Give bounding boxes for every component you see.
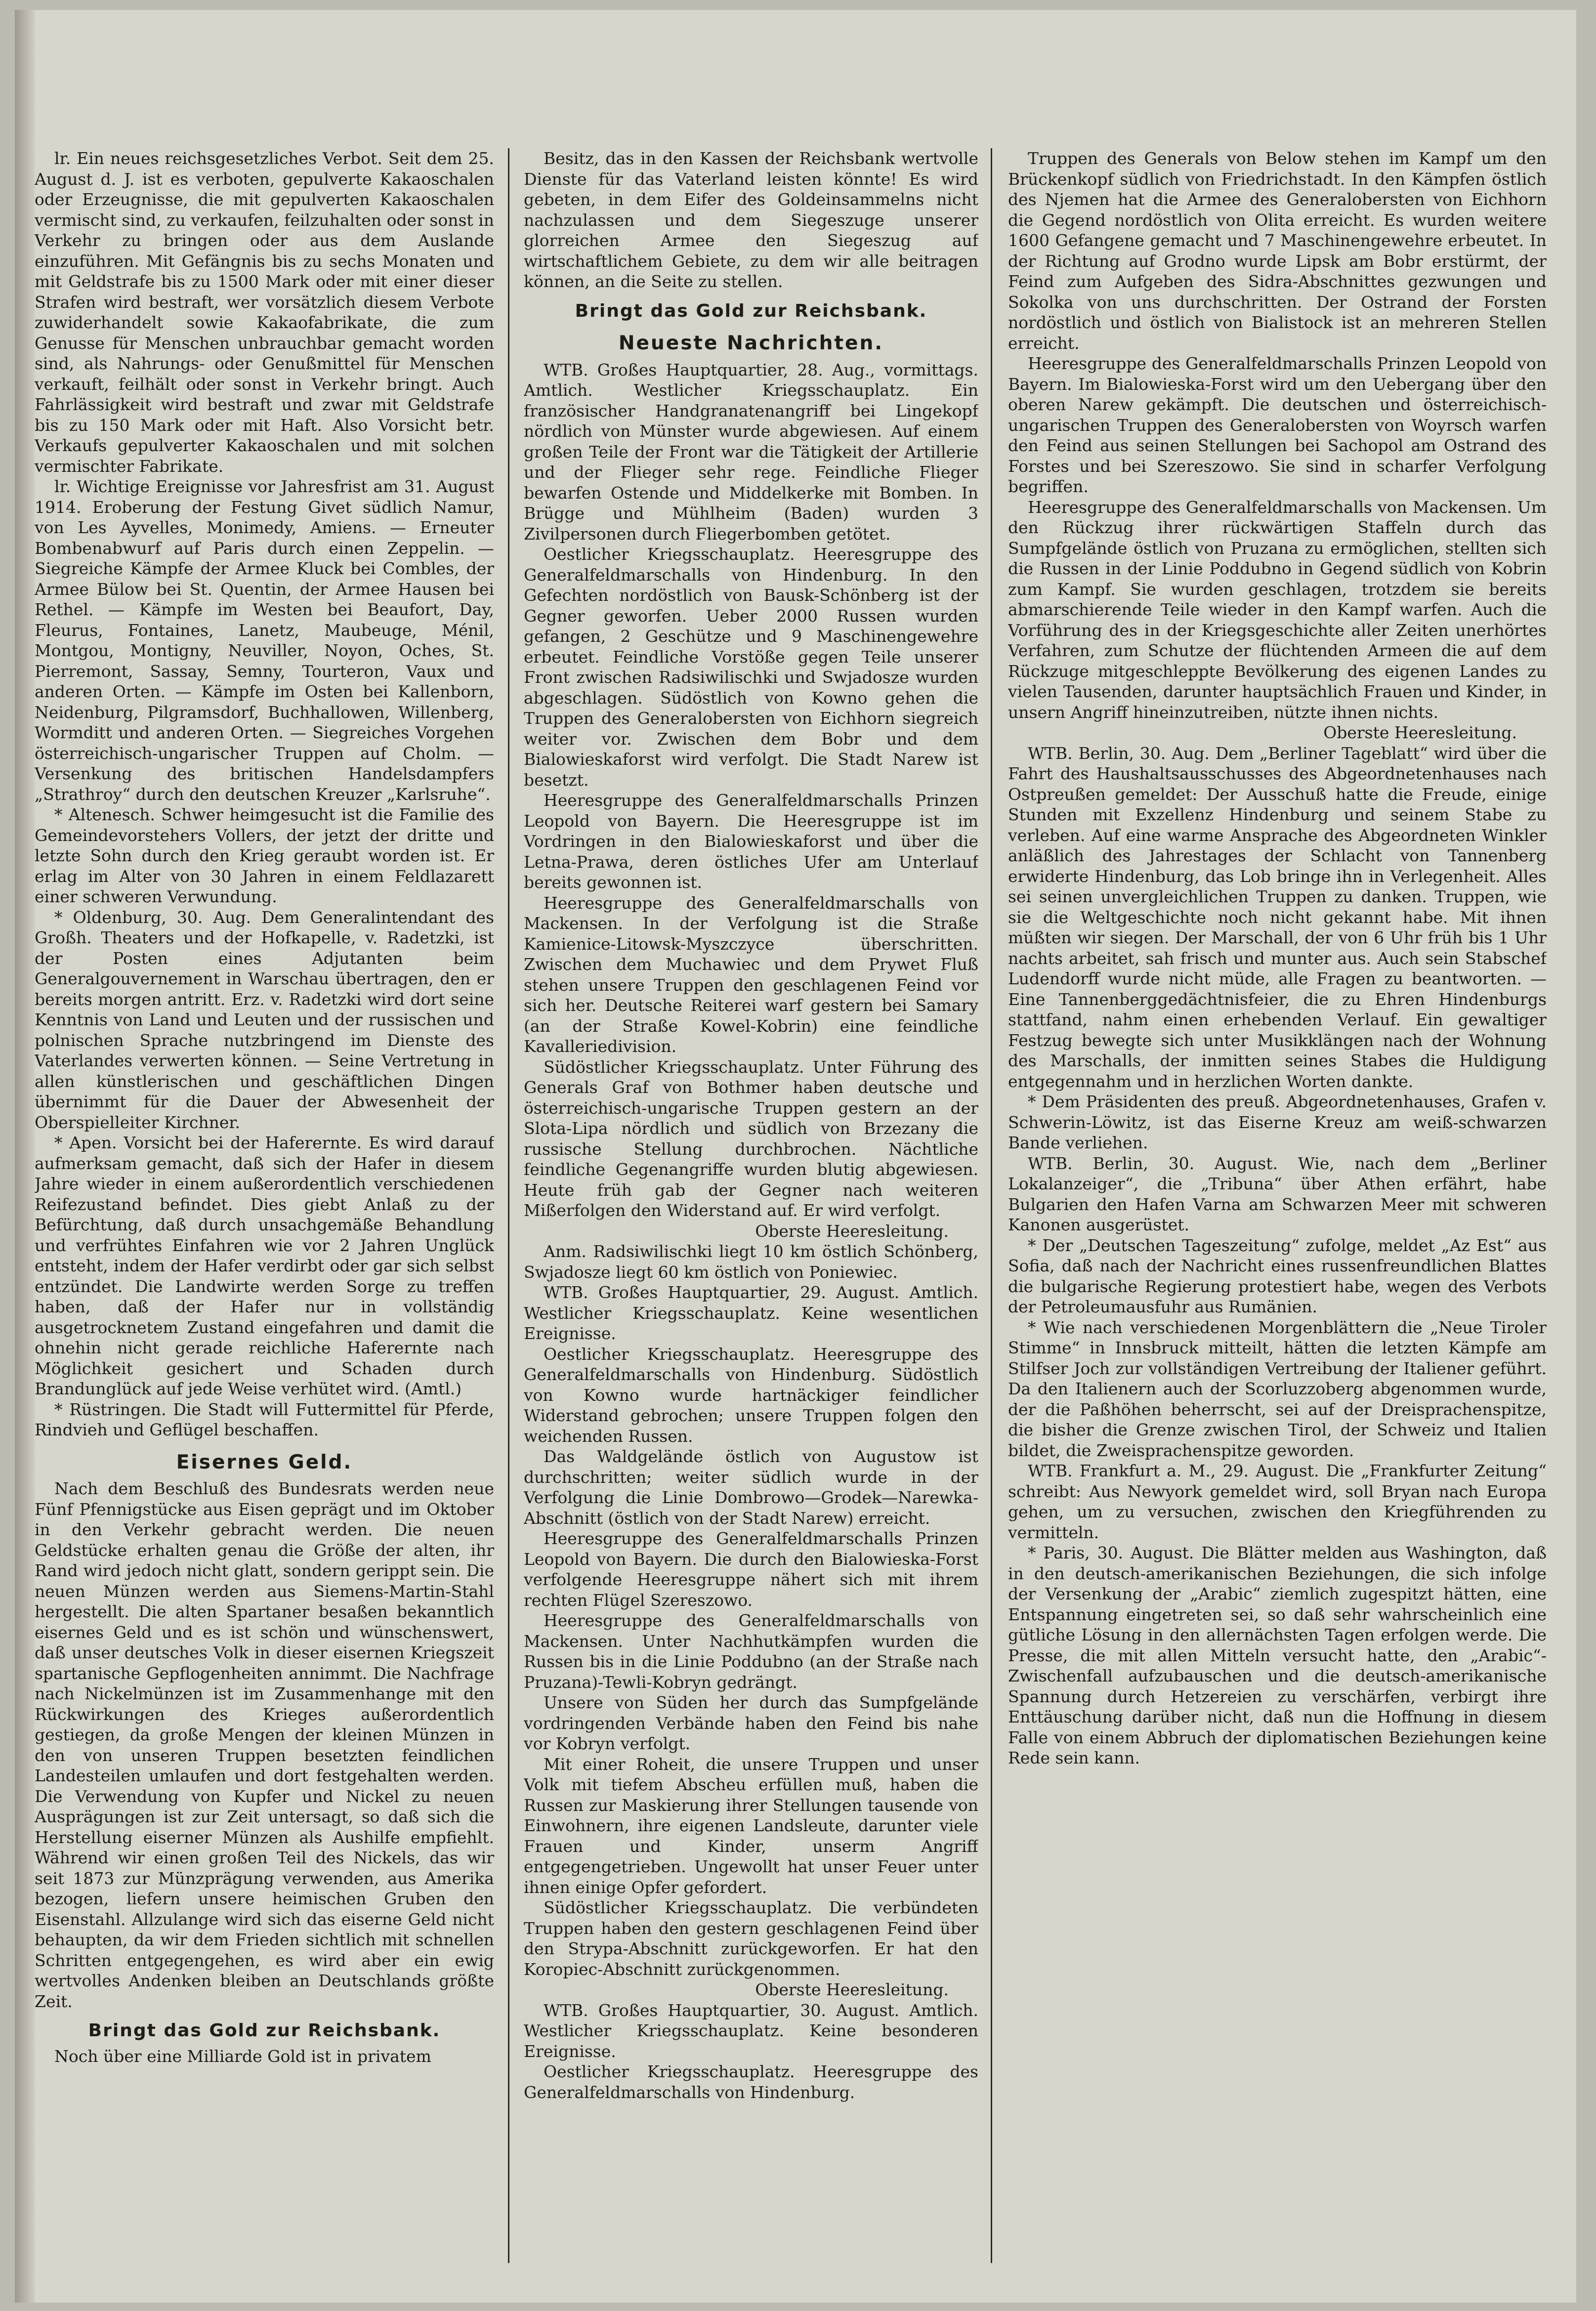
column-right — [1008, 148, 1547, 2283]
column-left — [35, 148, 494, 2283]
report-28-aug-west: WTB. Großes Hauptquartier, 28. Aug., vormittags. Amtlich. Westlicher Kriegsschauplatz. Ein französischer Handgranatenangriff bei Lingekopf nördlich von Münster wurde abgewiesen. Auf einem großen Teile der Front war die Tätigkeit der Artillerie und der Flieger sehr rege. Feindliche Flieger bewarfen Ostende und Middelkerke mit Bomben. In Brügge und Mühlheim (Baden) wurden 3 Zivilpersonen durch Fliegerbomben getötet. — [524, 360, 978, 544]
note-radsiwilischki: Anm. Radsiwilischki liegt 10 km östlich Schönberg, Swjadosze liegt 60 km östlich von Poniewiec. — [524, 1242, 978, 1282]
report-30-aug-west: WTB. Großes Hauptquartier, 30. August. Amtlich. Westlicher Kriegsschauplatz. Keine besonderen Ereignisse. — [524, 2000, 978, 2061]
heading-gold-reichsbank: Bringt das Gold zur Reichsbank. — [88, 2020, 441, 2041]
article-apen: * Apen. Vorsicht bei der Haferernte. Es wird darauf aufmerksam gemacht, daß sich der Hafer in diesem Jahre wieder in einem außerordentlich verschiedenen Reifezustand befindet. Dies giebt Anlaß zu der Befürchtung, daß durch unsachgemäße Behandlung und verfrühtes Einfahren wie vor 2 Jahren Unglück entsteht, indem der Hafer verdirbt oder gar sich selbst entzündet. Die Landwirte werden Sorge zu treffen haben, daß der Hafer nur in vollständig ausgetrocknetem Zustand eingefahren und damit die ohnehin nicht gerade reichliche Haferernte nach Möglichkeit gesichert und Schaden durch Brandunglück auf jede Weise verhütet wird. (Amtl.) — [35, 1133, 494, 1398]
report-28-aug-ost: Oestlicher Kriegsschauplatz. Heeresgruppe des Generalfeldmarschalls von Hindenburg. In den Gefechten nordöstlich von Bausk-Schönberg ist der Gegner geworfen. Ueber 2000 Russen wurden gefangen, 2 Geschütze und 9 Maschinengewehre erbeutet. Feindliche Vorstöße gegen Teile unserer Front zwischen Radsiwilischki und Swjadosze wurden abgeschlagen. Südöstlich von Kowno gehen die Truppen des Generalobersten von Eichhorn siegreich weiter vor. Zwischen dem Bobr und dem Bialowieskaforst wird verfolgt. Die Stadt Narew ist besetzt. — [524, 545, 978, 790]
signature-heeresleitung: Oberste Heeresleitung. — [1323, 723, 1517, 742]
article-berlin-hindenburg: WTB. Berlin, 30. Aug. Dem „Berliner Tageblatt“ wird über die Fahrt des Haushaltsausschusses des Abgeordnetenhauses nach Ostpreußen gemeldet: Der Ausschuß hatte die Freude, einige Stunden mit Exzellenz Hindenburg und seinem Stabe zu verleben. Auf eine warme Ansprache des Abgeordneten Winkler anläßlich des Jahrestages der Schlacht von Tannenberg erwiderte Hindenburg, das Lob bringe ihn in Verlegenheit. Alles sei seinen unvergleichlichen Truppen zu danken. Truppen, wie sie die Weltgeschichte noch nicht gekannt habe. Mit ihnen müßten wir siegen. Der Marschall, der von 6 Uhr früh bis 1 Uhr nachts arbeitet, sah frisch und munter aus. Auch sein Stabschef Ludendorff wurde nicht müde, alle Fragen zu beantworten. — Eine Tannenberggedächtnisfeier, die zu Ehren Hindenburgs stattfand, nahm einen erhebenden Verlauf. Ein gewaltiger Festzug bewegte sich unter Musikklängen nach der Wohnung des Marschalls, der inmitten seines Stabes die Huldigung entgegennahm und in herzlichen Worten dankte. — [1008, 743, 1547, 1091]
report-28-aug-mackensen: Heeresgruppe des Generalfeldmarschalls von Mackensen. In der Verfolgung ist die Straße Kamienice-Litowsk-Myszczyce überschritten. Zwischen dem Muchawiec und dem Prywet Fluß stehen unsere Truppen den geschlagenen Feind vor sich her. Deutsche Reiterei warf gestern bei Samary (an der Straße Kowel-Kobrin) eine feindliche Kavalleriedivision. — [524, 893, 978, 1056]
article-eisernes-geld: Nach dem Beschluß des Bundesrats werden neue Fünf Pfennigstücke aus Eisen geprägt und im Oktober in den Verkehr gebracht werden. Die neuen Geldstücke erhalten genau die Größe der alten, ihr Rand wird jedoch nicht glatt, sondern gerippt sein. Die neuen Münzen werden aus Siemens-Martin-Stahl hergestellt. Die alten Spartaner besaßen bekanntlich eisernes Geld und es ist schön und wünschenswert, daß unser deutsches Volk in dieser eisernen Kriegszeit spartanische Gepflogenheiten annimmt. Die Nachfrage nach Nickelmünzen ist im Zusammenhange mit den Rückwirkungen des Krieges außerordentlich gestiegen, da große Mengen der kleinen Münzen in den von unseren Truppen besetzten feindlichen Landesteilen umlaufen und dort festgehalten werden. Die Verwendung von Kupfer und Nickel zu neuen Ausprägungen ist zur Zeit untersagt, so daß sich die Herstellung eiserner Münzen als Aushilfe empfiehlt. Während wir einen großen Teil des Nickels, das wir seit 1873 zur Münzprägung verwenden, aus Amerika bezogen, liefern unsere heimischen Gruben den Eisenstahl. Allzulange wird sich das eiserne Geld nicht behaupten, da wir dem Frieden sichtlich mit schnellen Schritten entgegengehen, es wird aber ein ewig wertvolles Andenken bleiben an Deutschlands größte Zeit. — [35, 1479, 494, 2011]
heading-gold-reichsbank: Bringt das Gold zur Reichsbank. — [575, 300, 927, 321]
article-ruestringen: * Rüstringen. Die Stadt will Futtermittel für Pferde, Rindvieh und Geflügel beschaffen. — [35, 1399, 494, 1439]
binding-shadow — [15, 10, 35, 2303]
report-29-aug-kobryn: Unsere von Süden her durch das Sumpfgelände vordringenden Verbände haben den Feind bis nahe vor Kobryn verfolgt. — [524, 1693, 978, 1753]
report-29-aug-augustow: Das Waldgelände östlich von Augustow ist durchschritten; weiter südlich wurde in der Verfolgung die Linie Dombrowo—Grodek—Narewka-Abschnitt (östlich von der Stadt Narew) erreicht. — [524, 1447, 978, 1528]
report-30-aug-below: Truppen des Generals von Below stehen im Kampf um den Brückenkopf südlich von Friedrichstadt. In den Kämpfen östlich des Njemen hat die Armee des Generalobersten von Eichhorn die Gegend nordöstlich von Olita erreicht. Es wurden weitere 1600 Gefangene gemacht und 7 Maschinengewehre erbeutet. In der Richtung auf Grodno wurde Lipsk am Bobr erstürmt, der Feind zum Aufgeben des Sidra-Abschnittes gezwungen und Sokolka von uns durchschritten. Der Ostrand der Forsten nordöstlich und östlich von Bialistock ist an mehreren Stellen erreicht. — [1008, 149, 1547, 353]
report-29-aug-mackensen: Heeresgruppe des Generalfeldmarschalls von Mackensen. Unter Nachhutkämpfen wurden die Russen bis in die Linie Poddubno (an der Straße nach Pruzana)-Tewli-Kobryn gedrängt. — [524, 1611, 978, 1692]
report-30-aug-ost: Oestlicher Kriegsschauplatz. Heeresgruppe des Generalfeldmarschalls von Hindenburg. — [524, 2062, 978, 2102]
report-30-aug-mackensen: Heeresgruppe des Generalfeldmarschalls von Mackensen. Um den Rückzug ihrer rückwärtigen Staffeln durch das Sumpfgelände östlich von Pruzana zu ermöglichen, stellten sich die Russen in der Linie Poddubno in Gegend südlich von Kobrin zum Kampf. Sie wurden geschlagen, trotzdem sie bereits abmarschierende Teile wieder in den Kampf warfen. Auch die Vorführung des in der Kriegsgeschichte aller Zeiten unerhörtes Verfahren, zum Schutze der flüchtenden Armeen die auf dem Rückzuge mitgeschleppte Bevölkerung des eigenen Landes zu vielen Tausenden, darunter hauptsächlich Frauen und Kinder, in unsern Angriff hineinzutreiben, nützte ihnen nichts. — [1008, 497, 1547, 722]
report-28-aug-suedost: Südöstlicher Kriegsschauplatz. Unter Führung des Generals Graf von Bothmer haben deutsche und österreichisch-ungarische Truppen gestern an der Slota-Lipa nördlich und südlich von Brzezany die russische Stellung durchbrochen. Nächtliche feindliche Gegenangriffe wurden blutig abgewiesen. Heute früh gab der Gegner nach weiteren Mißerfolgen den Widerstand auf. Er wird verfolgt. — [524, 1057, 978, 1220]
report-29-aug-leopold: Heeresgruppe des Generalfeldmarschalls Prinzen Leopold von Bayern. Die durch den Bialowieska-Forst verfolgende Heeresgruppe nähert sich mit ihrem rechten Flügel Szereszowo. — [524, 1529, 978, 1610]
article-eisernes-kreuz: * Dem Präsidenten des preuß. Abgeordnetenhauses, Grafen v. Schwerin-Löwitz, ist das Eiserne Kreuz am weiß-schwarzen Bande verliehen. — [1008, 1092, 1547, 1152]
report-29-aug-roheit: Mit einer Roheit, die unsere Truppen und unser Volk mit tiefem Abscheu erfüllen muß, haben die Russen zur Maskierung ihrer Stellungen tausende von Einwohnern, ihre eigenen Landsleute, darunter viele Frauen und Kinder, unserm Angriff entgegengetrieben. Ungewollt hat unser Feuer unter ihnen einige Opfer gefordert. — [524, 1754, 978, 1897]
signature-heeresleitung: Oberste Heeresleitung. — [755, 1221, 949, 1241]
article-gold-start: Noch über eine Milliarde Gold ist in privatem — [54, 2046, 431, 2066]
report-29-aug-suedost: Südöstlicher Kriegsschauplatz. Die verbündeten Truppen haben den gestern geschlagenen Feind über den Strypa-Abschnitt zurückgeworfen. Er hat den Koropiec-Abschnitt zurückgenommen. — [524, 1898, 978, 1979]
article-paris-arabic: * Paris, 30. August. Die Blätter melden aus Washington, daß in den deutsch-amerikanischen Beziehungen, die sich infolge der Versenkung der „Arabic“ ziemlich zugespitzt hätten, eine Entspannung eingetreten sei, so daß sehr wahrscheinlich eine gütliche Lösung in den allernächsten Tagen erfolgen werde. Die Presse, die mit allen Mitteln versucht hatte, den „Arabic“-Zwischenfall aufzubauschen und die deutsch-amerikanische Spannung durch Hetzereien zu verschärfen, verbirgt ihre Enttäuschung darüber nicht, daß nun die Hoffnung in diesem Falle von einem Abbruch der diplomatischen Beziehungen keine Rede sein kann. — [1008, 1543, 1547, 1767]
report-28-aug-leopold: Heeresgruppe des Generalfeldmarschalls Prinzen Leopold von Bayern. Die Heeresgruppe ist im Vordringen in den Bialowieskaforst und über die Letna-Prawa, deren östliches Ufer am Unterlauf bereits gewonnen ist. — [524, 791, 978, 892]
signature-heeresleitung: Oberste Heeresleitung. — [755, 1980, 949, 1999]
column-rule — [508, 148, 509, 2263]
article-tiroler-stimme: * Wie nach verschiedenen Morgenblättern die „Neue Tiroler Stimme“ in Innsbruck mitteilt, hätten die letzten Kämpfe am Stilfser Joch zur vollständigen Vertreibung der Italiener geführt. Da den Italienern auch der Scorluzzoberg abgenommen wurde, der die Paßhöhen beherrscht, sei auf der Dreisprachenspitze, die bisher die Grenze zwischen Tirol, der Schweiz und Italien bildet, die Zweisprachenspitze geworden. — [1008, 1317, 1547, 1460]
article-kakao-verbot: lr. Ein neues reichsgesetzliches Verbot. Seit dem 25. August d. J. ist es verboten, gepulverte Kakaoschalen oder Erzeugnisse, die mit gepulverten Kakaoschalen vermischt sind, zu verkaufen, feilzuhalten oder sonst in Verkehr zu bringen oder aus dem Auslande einzuführen. Mit Gefängnis bis zu sechs Monaten und mit Geldstrafe bis zu 1500 Mark oder mit einer dieser Strafen wird bestraft, wer vorsätzlich diesem Verbote zuwiderhandelt sowie Kakaofabrikate, die zum Genusse für Menschen unbrauchbar gemacht worden sind, als Nahrungs- oder Genußmittel für Menschen verkauft, feilhält oder sonst in Verkehr bringt. Auch Fahrlässigkeit wird bestraft und zwar mit Geldstrafe bis zu 150 Mark oder mit Haft. Also Vorsicht betr. Verkaufs gepulverter Kakaoschalen und mit solchen vermischter Fabrikate. — [35, 149, 494, 476]
article-ereignisse-vor-jahresfrist: lr. Wichtige Ereignisse vor Jahresfrist am 31. August 1914. Eroberung der Festung Givet südlich Namur, von Les Ayvelles, Monimedy, Amiens. — Erneuter Bombenabwurf auf Paris durch einen Zeppelin. — Siegreiche Kämpfe der Armee Kluck bei Combles, der Armee Bülow bei St. Quentin, der Armee Hausen bei Rethel. — Kämpfe im Westen bei Beaufort, Day, Fleurus, Fontaines, Lanetz, Maubeuge, Ménil, Montgou, Montigny, Neuviller, Noyon, Oches, St. Pierremont, Sassay, Semny, Tourteron, Vaux und anderen Orten. — Kämpfe im Osten bei Kallenborn, Neidenburg, Pilgramsdorf, Buchhallowen, Willenberg, Wormditt und anderen Orten. — Siegreiches Vorgehen österreichisch-ungarischer Truppen auf Cholm. — Versenkung des britischen Handelsdampfers „Strathroy“ durch den deutschen Kreuzer „Karlsruhe“. — [35, 477, 494, 804]
heading-eisernes-geld: Eisernes Geld. — [176, 1451, 353, 1473]
report-30-aug-leopold: Heeresgruppe des Generalfeldmarschalls Prinzen Leopold von Bayern. Im Bialowieska-Forst wird um den Uebergang über den oberen Narew gekämpft. Die deutschen und österreichisch-ungarischen Truppen des Generalobersten von Woyrsch warfen den Feind aus seinen Stellungen bei Sachopol am Ostrand des Forstes und bei Szereszowo. Sie sind in scharfer Verfolgung begriffen. — [1008, 354, 1547, 496]
article-oldenburg: * Oldenburg, 30. Aug. Dem Generalintendant des Großh. Theaters und der Hofkapelle, v. Radetzki, ist der Posten eines Adjutanten beim Generalgouvernement in Warschau übertragen, den er bereits morgen antritt. Erz. v. Radetzki wird dort seine Kenntnis von Land und Leuten und der russischen und polnischen Sprache nutzbringend im Dienste des Vaterlandes verwerten können. — Seine Vertretung in allen künstlerischen und geschäftlichen Dingen übernimmt für die Dauer der Abwesenheit der Oberspielleiter Kirchner. — [35, 907, 494, 1132]
column-rule — [991, 148, 992, 2263]
heading-neueste-nachrichten: Neueste Nachrichten. — [618, 332, 884, 354]
newspaper-page — [15, 10, 1576, 2303]
column-middle — [524, 148, 978, 2283]
report-29-aug-ost: Oestlicher Kriegsschauplatz. Heeresgruppe des Generalfeldmarschalls von Hindenburg. Südöstlich von Kowno wurde hartnäckiger feindlicher Widerstand gebrochen; unsere Truppen folgen den weichenden Russen. — [524, 1344, 978, 1446]
report-29-aug-west: WTB. Großes Hauptquartier, 29. August. Amtlich. Westlicher Kriegsschauplatz. Keine wesentlichen Ereignisse. — [524, 1283, 978, 1343]
article-berlin-varna: WTB. Berlin, 30. August. Wie, nach dem „Berliner Lokalanzeiger“, die „Tribuna“ über Athen erfährt, habe Bulgarien den Hafen Varna am Schwarzen Meer mit schweren Kanonen ausgerüstet. — [1008, 1153, 1547, 1234]
article-frankfurt-bryan: WTB. Frankfurt a. M., 29. August. Die „Frankfurter Zeitung“ schreibt: Aus Newyork gemeldet wird, soll Bryan nach Europa gehen, um zu versuchen, zwischen den Kriegführenden zu vermitteln. — [1008, 1461, 1547, 1542]
article-gold-continued: Besitz, das in den Kassen der Reichsbank wertvolle Dienste für das Vaterland leisten könnte! Es wird gebeten, in dem Eifer des Goldeinsammelns nicht nachzulassen und dem Siegeszuge unserer glorreichen Armee den Siegeszug auf wirtschaftlichem Gebiete, zu dem wir alle beitragen können, an die Seite zu stellen. — [524, 149, 978, 291]
article-az-est-sofia: * Der „Deutschen Tageszeitung“ zufolge, meldet „Az Est“ aus Sofia, daß nach der Nachricht eines russenfreundlichen Blattes die bulgarische Regierung protestiert habe, wegen des Verbots der Petroleumausfuhr aus Rumänien. — [1008, 1235, 1547, 1316]
article-altenesch: * Altenesch. Schwer heimgesucht ist die Familie des Gemeindevorstehers Vollers, der jetzt der dritte und letzte Sohn durch den Krieg geraubt worden ist. Er erlag im Alter von 30 Jahren in einem Feldlazarett einer schweren Verwundung. — [35, 805, 494, 906]
